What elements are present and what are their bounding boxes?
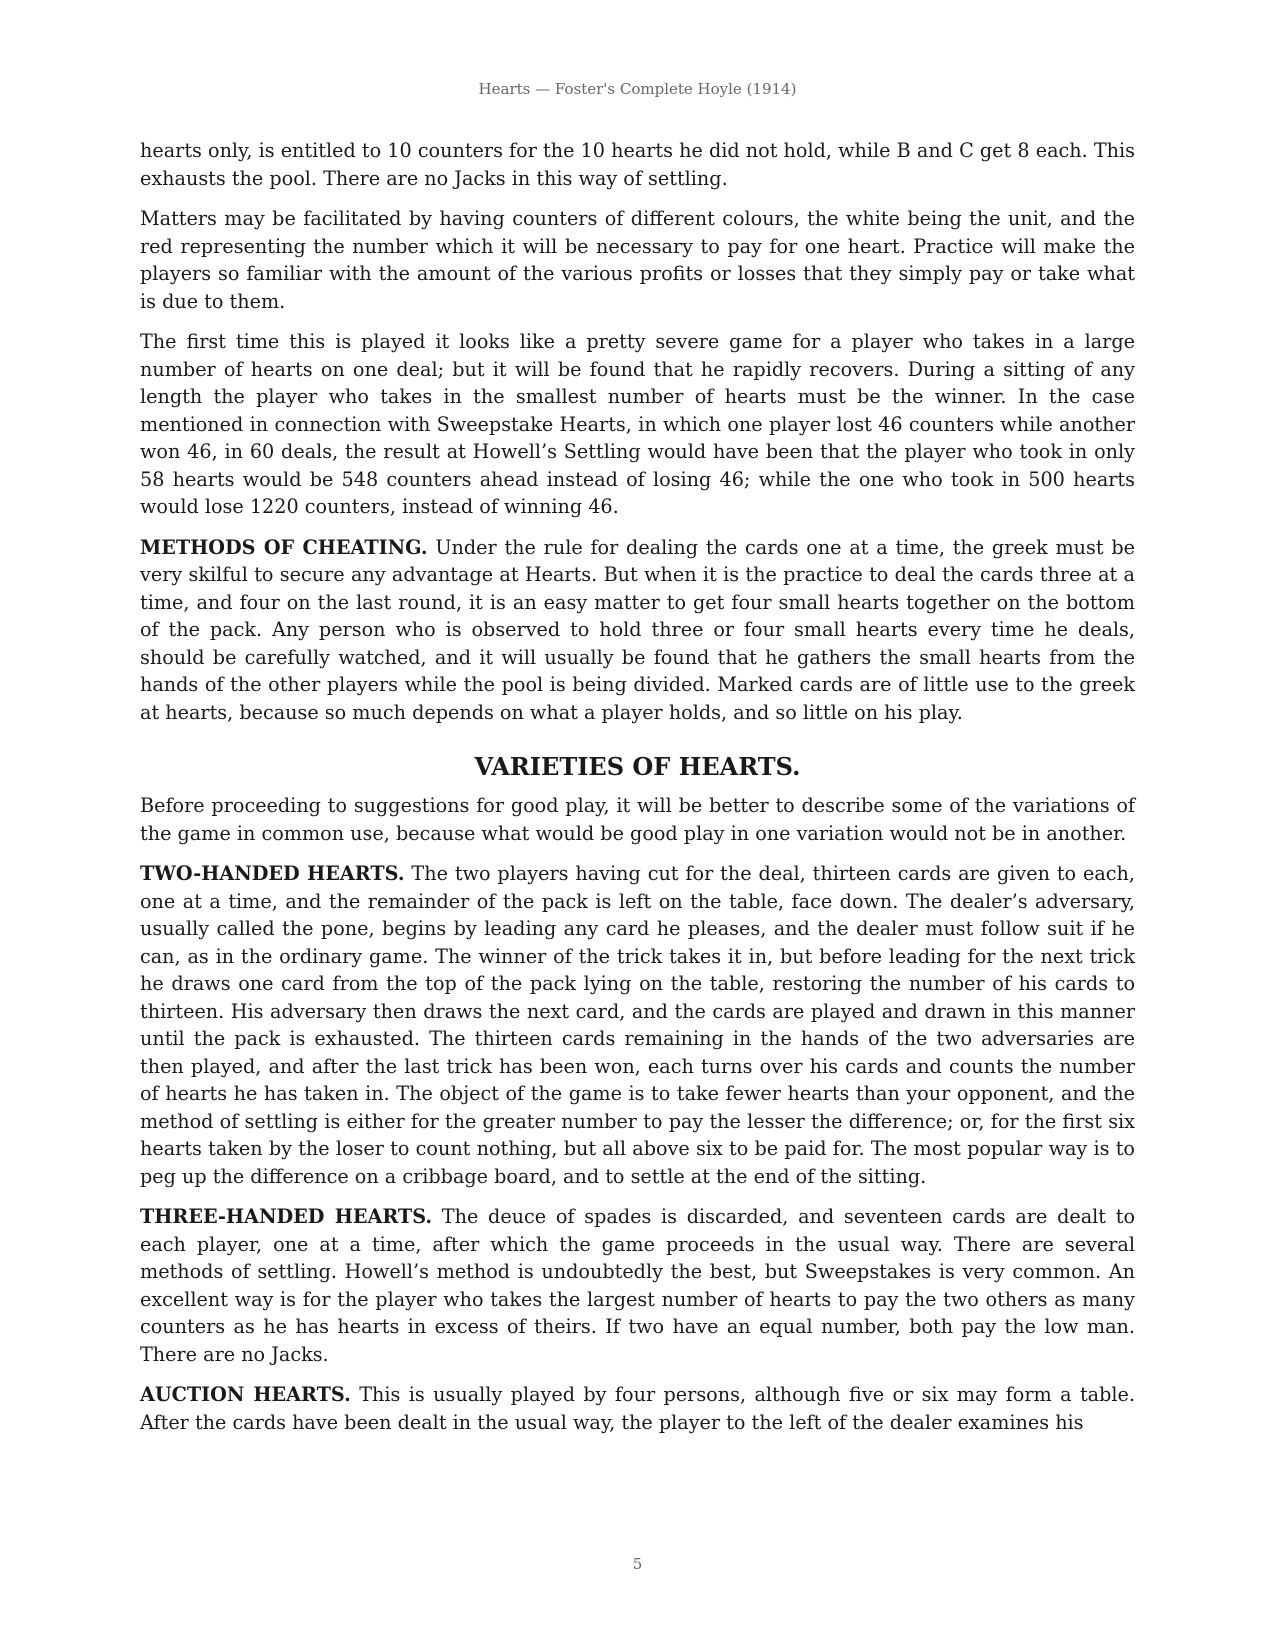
paragraph: The first time this is played it looks like a pretty severe game for a player who takes in a large number of hearts on one deal; but it will be found that he rapidly recovers. During a sitting of any length the player who takes in the smallest number of hearts must be the winner. In the case mentioned in connection with Sweepstake Hearts, in which one player lost 46 counters while another won 46, in 60 deals, the result at Howell’s Settling would have been that the player who took in only 58 hearts would be 548 counters ahead instead of losing 46; while the one who took in 500 hearts would lose 1220 counters, instead of winning 46. [140, 330, 1135, 518]
paragraph-two-handed [140, 860, 1135, 1190]
run-in-heading: THREE-HANDED HEARTS. [140, 1205, 433, 1228]
page-number: 5 [632, 1555, 643, 1573]
paragraph-text: Under the rule for dealing the cards one at a time, the greek must be very skilful to secure any advantage at Hearts. But when it is the practice to deal the cards three at a time, and four on the last round, it is an easy matter to get four small hearts together on the bottom of the pack. Any person who is observed to hold three or four small hearts every time he deals, should be carefully watched, and it will usually be found that he gathers the small hearts from the hands of the other players while the pool is being divided. Marked cards are of little use to the greek at hearts, because so much depends on what a player holds, and so little on his play. [140, 535, 1136, 724]
paragraph: Matters may be facilitated by having counters of different colours, the white being the unit, and the red representing the number which it will be necessary to pay for one heart. Practice will make the players so familiar with the amount of the various profits or losses that they simply pay or take what is due to them. [140, 207, 1135, 313]
page-body [140, 137, 1135, 1449]
run-in-heading: AUCTION HEARTS. [140, 1383, 351, 1406]
paragraph: hearts only, is entitled to 10 counters for the 10 hearts he did not hold, while B and C get 8 each. This exhausts the pool. There are no Jacks in this way of settling. [140, 139, 1135, 190]
run-in-heading: TWO-HANDED HEARTS. [140, 862, 405, 885]
run-in-heading: METHODS OF CHEATING. [140, 535, 428, 559]
paragraph-text: The two players having cut for the deal, thirteen cards are given to each, one at a time, and the remainder of the pack is left on the table, face down. The dealer’s adversary, usually called the pone, begins by leading any card he pleases, and the dealer must follow suit if he can, as in the ordinary game. The winner of the trick takes it in, but before leading for the next trick he draws one card from the top of the pack lying on the table, restoring the number of his cards to thirteen. His adversary then draws the next card, and the cards are played and drawn in this manner until the pack is exhausted. The thirteen cards remaining in the hands of the two adversaries are then played, and after the last trick has been won, each turns over his cards and counts the number of hearts he has taken in. The object of the game is to take fewer hearts than your opponent, and the method of settling is either for the greater number to pay the lesser the difference; or, for the first six hearts taken by the loser to count nothing, but all above six to be paid for. The most popular way is to peg up the difference on a cribbage board, and to settle at the end of the sitting. [140, 862, 1135, 1188]
paragraph-cheating [140, 534, 1135, 727]
paragraph-text: This is usually played by four persons, although five or six may form a table. After the cards have been dealt in the usual way, the player to the left of the dealer examines his [140, 1383, 1135, 1434]
paragraph-auction [140, 1381, 1135, 1436]
section-heading: VARIETIES OF HEARTS. [474, 752, 801, 781]
running-head: Hearts — Foster's Complete Hoyle (1914) [478, 80, 797, 98]
paragraph-text: The deuce of spades is discarded, and seventeen cards are dealt to each player, one at a time, after which the game proceeds in the usual way. There are several methods of settling. Howell’s method is undoubtedly the best, but Sweepstakes is very common. An excellent way is for the player who takes the largest number of hearts to pay the two others as many counters as he has hearts in excess of theirs. If two have an equal number, both pay the low man. There are no Jacks. [140, 1205, 1135, 1366]
paragraph: Before proceeding to suggestions for good play, it will be better to describe some of the variations of the game in common use, because what would be good play in one variation would not be in another. [140, 794, 1135, 845]
paragraph-three-handed [140, 1203, 1135, 1368]
